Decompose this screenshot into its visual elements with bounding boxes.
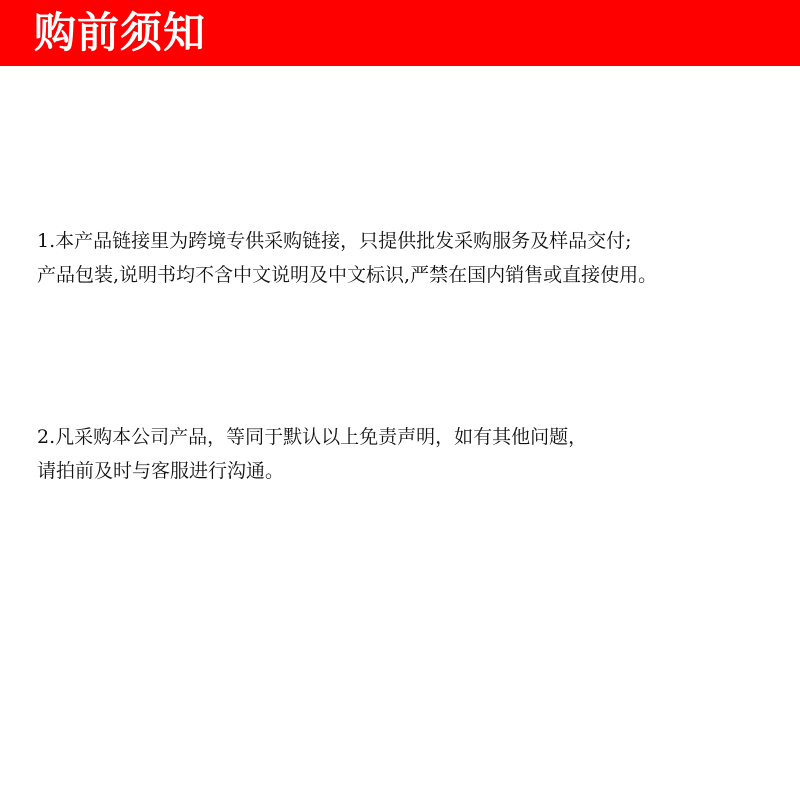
notice-item-2 [37,420,787,488]
notice-2-line-2: 请拍前及时与客服进行沟通。 [37,460,285,482]
notice-1-line-2: 产品包装,说明书均不含中文说明及中文标识,严禁在国内销售或直接使用。 [37,264,658,286]
header-banner [0,0,800,66]
notice-2-line-1: 2.凡采购本公司产品，等同于默认以上免责声明，如有其他问题， [37,426,588,448]
page-title: 购前须知 [34,8,207,57]
notice-item-1 [37,224,787,292]
notice-1-line-1: 1.本产品链接里为跨境专供采购链接，只提供批发采购服务及样品交付; [37,230,632,252]
